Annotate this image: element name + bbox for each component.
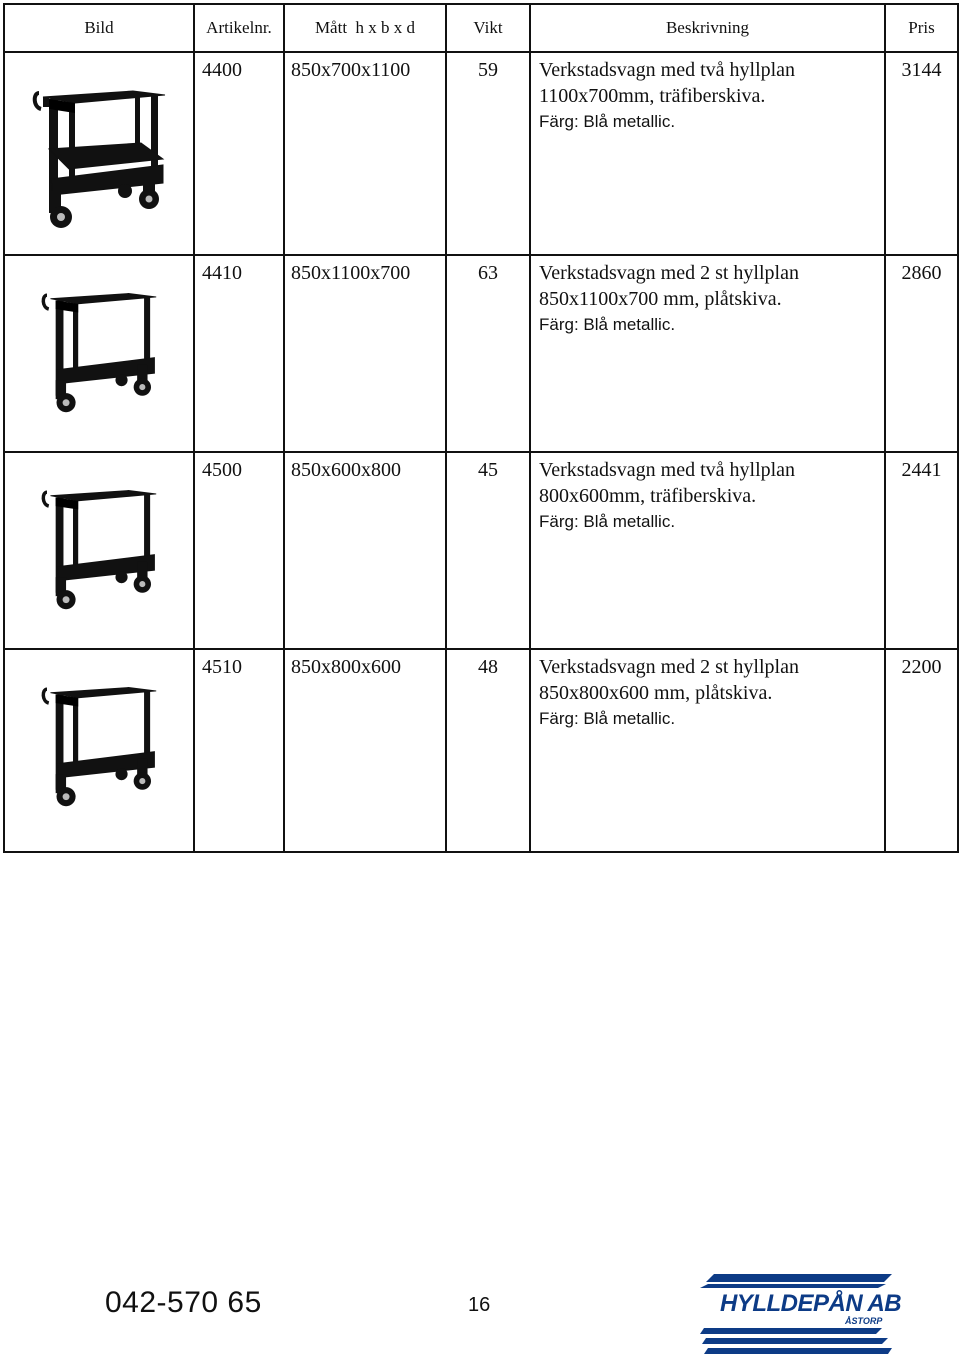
table-row: [4, 255, 958, 452]
header-pris: Pris: [885, 4, 958, 52]
artikelnr-cell: 4410: [194, 255, 284, 452]
description-color: Färg: Blå metallic.: [539, 112, 676, 131]
pris-cell: 3144: [885, 52, 958, 255]
description-title: Verkstadsvagn med 2 st hyllplan: [539, 262, 799, 284]
pris-cell: 2200: [885, 649, 958, 852]
product-table: [3, 3, 959, 853]
page-number: 16: [468, 1294, 491, 1316]
matt-cell: 850x800x600: [284, 649, 446, 852]
table-header-row: [4, 4, 958, 52]
beskrivning-cell: [530, 452, 885, 649]
description-spec: 850x1100x700 mm, plåtskiva.: [539, 287, 782, 310]
header-vikt: Vikt: [446, 4, 530, 52]
header-artikelnr: Artikelnr.: [194, 4, 284, 52]
footer-phone-number: 042-570 65: [105, 1286, 262, 1319]
pris-cell: 2441: [885, 452, 958, 649]
product-image-cell: [4, 255, 194, 452]
vikt-cell: 59: [446, 52, 530, 255]
table-row: [4, 52, 958, 255]
pris-cell: 2860: [885, 255, 958, 452]
beskrivning-cell: [530, 255, 885, 452]
description-color: Färg: Blå metallic.: [539, 709, 676, 728]
workshop-cart-icon: [29, 290, 169, 420]
artikelnr-cell: 4400: [194, 52, 284, 255]
header-beskrivning: Beskrivning: [530, 4, 885, 52]
workshop-cart-icon: [29, 684, 169, 814]
description-color: Färg: Blå metallic.: [539, 315, 676, 334]
description-title: Verkstadsvagn med två hyllplan: [539, 459, 796, 481]
vikt-cell: 63: [446, 255, 530, 452]
artikelnr-cell: 4510: [194, 649, 284, 852]
description-title: Verkstadsvagn med två hyllplan: [539, 59, 796, 81]
table-row: [4, 649, 958, 852]
workshop-cart-icon: [29, 487, 169, 617]
vikt-cell: 45: [446, 452, 530, 649]
description-color: Färg: Blå metallic.: [539, 512, 676, 531]
product-image-cell: [4, 52, 194, 255]
company-logo: [700, 1270, 902, 1354]
workshop-cart-icon: [29, 87, 169, 237]
header-matt: Mått h x b x d: [284, 4, 446, 52]
matt-cell: 850x1100x700: [284, 255, 446, 452]
matt-cell: 850x700x1100: [284, 52, 446, 255]
logo-location: ÅSTORP: [845, 1316, 883, 1326]
description-spec: 850x800x600 mm, plåtskiva.: [539, 681, 773, 704]
artikelnr-cell: 4500: [194, 452, 284, 649]
vikt-cell: 48: [446, 649, 530, 852]
product-image-cell: [4, 452, 194, 649]
description-spec: 800x600mm, träfiberskiva.: [539, 484, 757, 507]
logo-wordmark: HYLLDEPÅN AB: [720, 1290, 902, 1317]
product-image-cell: [4, 649, 194, 852]
beskrivning-cell: [530, 649, 885, 852]
description-spec: 1100x700mm, träfiberskiva.: [539, 84, 766, 107]
table-row: [4, 452, 958, 649]
description-title: Verkstadsvagn med 2 st hyllplan: [539, 656, 799, 678]
header-bild: Bild: [4, 4, 194, 52]
beskrivning-cell: [530, 52, 885, 255]
matt-cell: 850x600x800: [284, 452, 446, 649]
